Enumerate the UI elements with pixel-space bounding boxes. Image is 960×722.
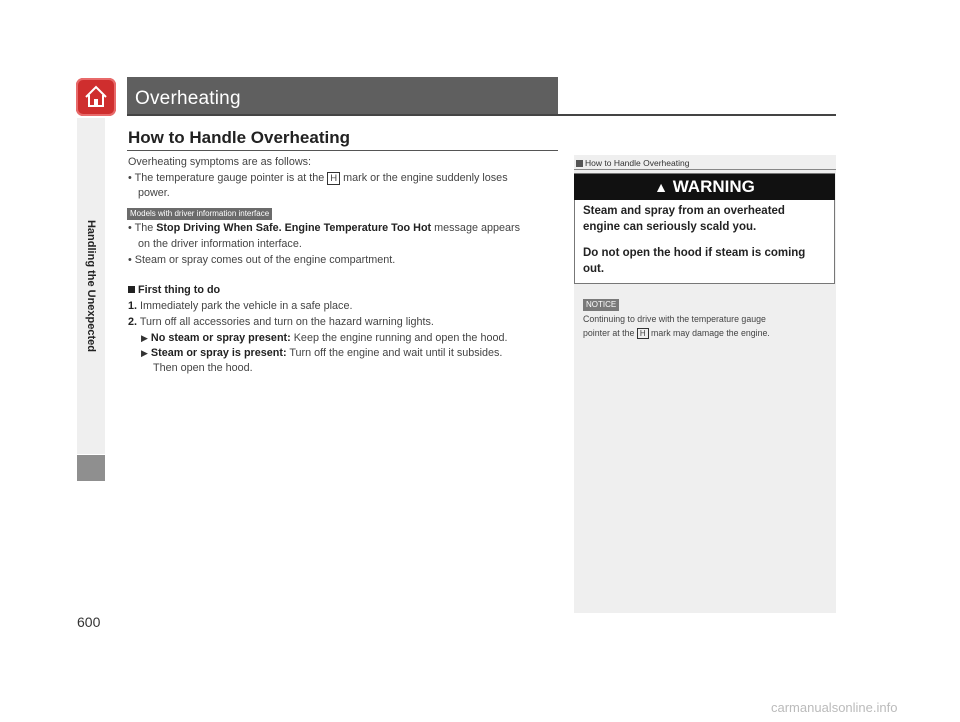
bullet-gauge-cont: power.	[138, 187, 170, 199]
side-note-heading: How to Handle Overheating	[576, 158, 689, 168]
section-title: How to Handle Overheating	[128, 128, 350, 147]
section-divider	[127, 150, 558, 151]
model-tag: Models with driver information interface	[127, 208, 272, 220]
warning-text-4: out.	[583, 263, 605, 275]
bullet-message: • The Stop Driving When Safe. Engine Temperature Too Hot message appears	[128, 222, 520, 234]
notice-badge: NOTICE	[583, 299, 619, 311]
subheading: First thing to do	[128, 283, 220, 299]
home-button[interactable]	[76, 78, 116, 116]
side-note-divider	[574, 169, 836, 170]
h-mark-icon: H	[327, 172, 340, 185]
warning-text-3: Do not open the hood if steam is coming	[583, 247, 806, 259]
sidebar-marker	[77, 455, 105, 481]
warning-triangle-icon: ▲	[654, 179, 668, 195]
bullet-message-cont: on the driver information interface.	[138, 238, 302, 250]
sub-step-steam: ▶ Steam or spray is present: Turn off the engine and wait until it subsides.	[141, 347, 503, 359]
page-title: Overheating	[135, 88, 241, 109]
bullet-steam: • Steam or spray comes out of the engine compartment.	[128, 254, 396, 266]
notice-text-1: Continuing to drive with the temperature gauge	[583, 314, 766, 324]
arrow-icon: ▶	[141, 333, 148, 343]
title-divider	[127, 114, 836, 116]
warning-text-1: Steam and spray from an overheated	[583, 205, 785, 217]
intro-text: Overheating symptoms are as follows:	[128, 156, 312, 168]
bullet-gauge: • The temperature gauge pointer is at the H mark or the engine suddenly loses	[128, 172, 508, 184]
home-icon	[82, 83, 110, 111]
warning-header: ▲ WARNING	[574, 174, 835, 200]
warning-text-2: engine can seriously scald you.	[583, 221, 757, 233]
reference-icon	[576, 160, 583, 167]
sidebar-label: Handling the Unexpected	[85, 219, 97, 353]
sub-step-no-steam: ▶ No steam or spray present: Keep the engine running and open the hood.	[141, 332, 508, 344]
h-mark-icon: H	[637, 328, 649, 339]
chapter-title-bar	[127, 77, 558, 114]
step-2: 2. Turn off all accessories and turn on the hazard warning lights.	[128, 316, 434, 328]
page-number: 600	[77, 614, 101, 630]
notice-text-2: pointer at the H mark may damage the engine.	[583, 328, 770, 338]
sub-step-steam-cont: Then open the hood.	[153, 362, 253, 374]
step-1: 1. Immediately park the vehicle in a safe place.	[128, 300, 353, 312]
watermark: carmanualsonline.info	[771, 700, 898, 715]
arrow-icon: ▶	[141, 348, 148, 358]
